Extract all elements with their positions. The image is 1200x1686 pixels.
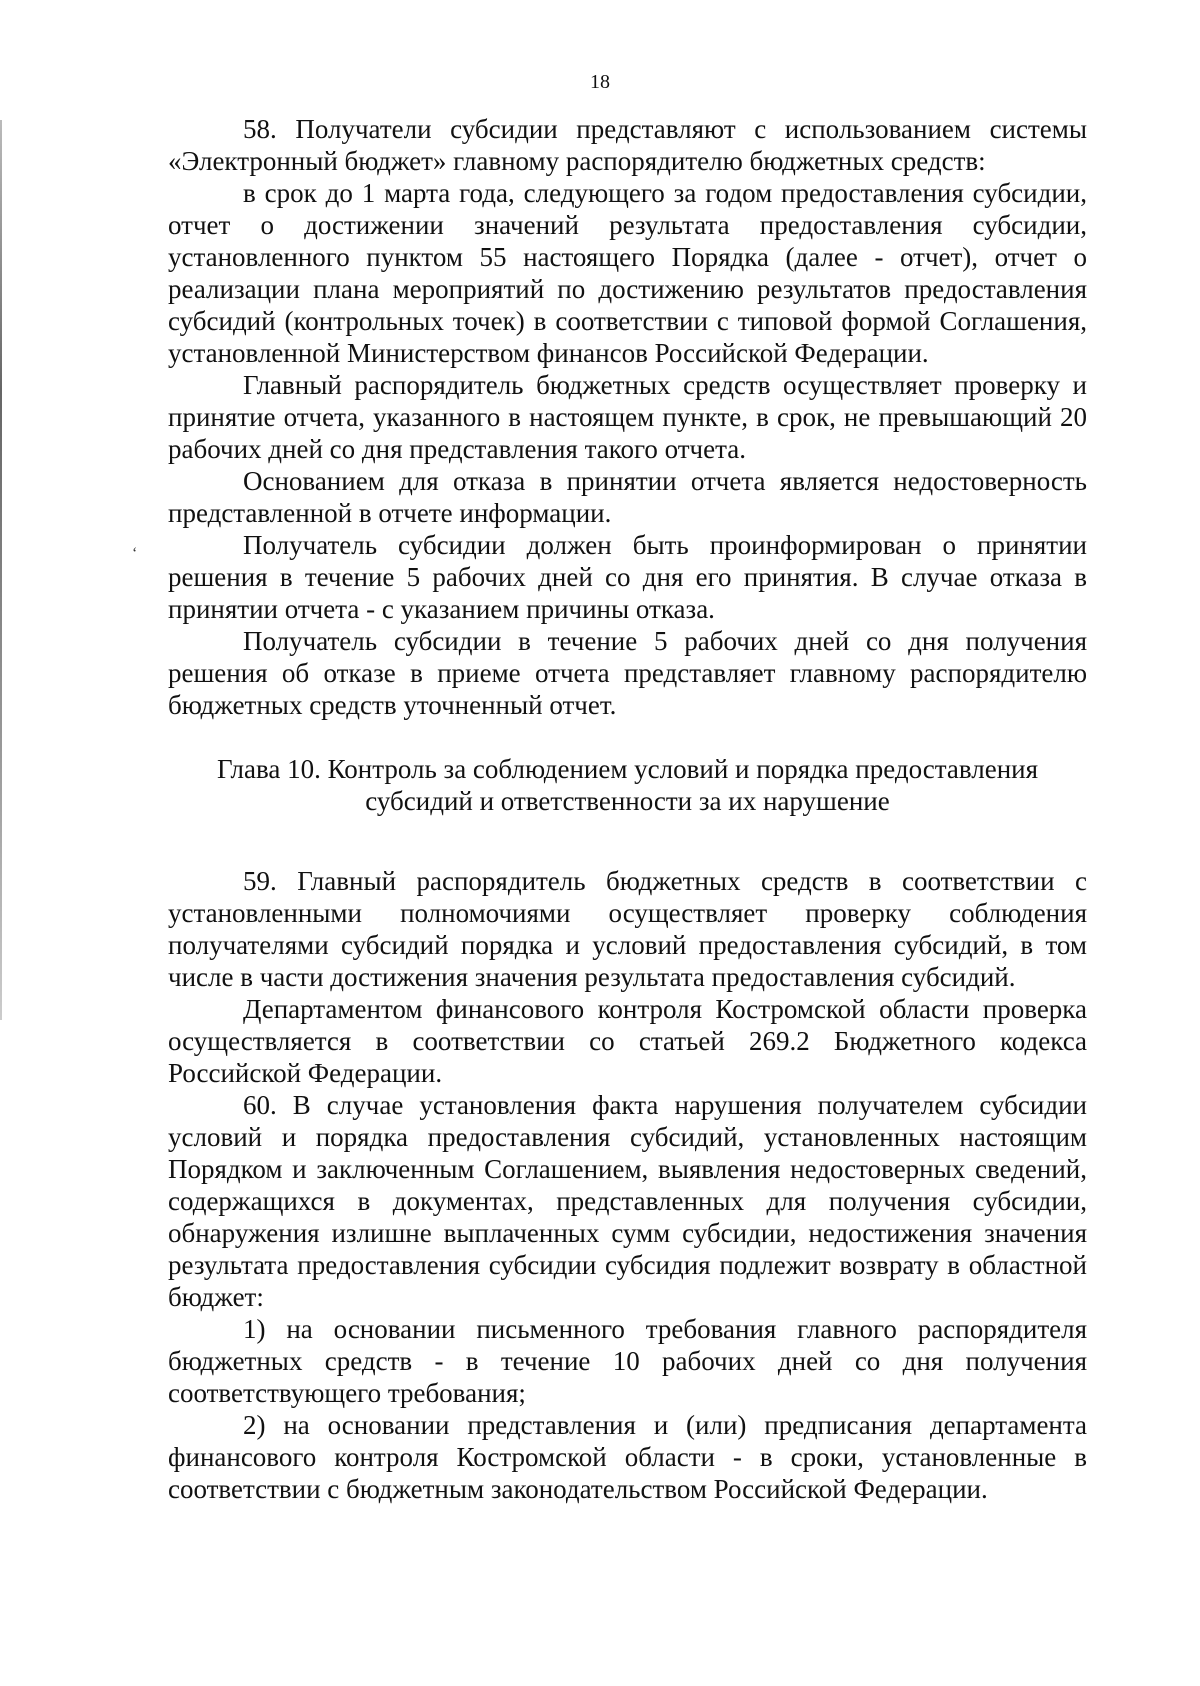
page-number: 18 [590, 71, 610, 93]
document-body [168, 113, 1087, 1505]
paragraph-59-financial-control: Департаментом финансового контроля Костромской области проверка осуществляется в соответствии со статьей 269.2 Бюджетного кодекса Российской Федерации. [168, 994, 1087, 1088]
chapter-title-line-1: Глава 10. Контроль за соблюдением условий и порядка предоставления [216, 754, 1039, 784]
scan-speck: ‘ [132, 545, 138, 562]
paragraph-58-refusal-basis: Основанием для отказа в принятии отчета является недостоверность представленной в отчете информации. [168, 466, 1087, 528]
paragraph-58-review: Главный распорядитель бюджетных средств осуществляет проверку и принятие отчета, указанного в настоящем пункте, в срок, не превышающий 20 рабочих дней со дня представления такого отчета. [168, 370, 1087, 464]
paragraph-60-item-1: 1) на основании письменного требования главного распорядителя бюджетных средств - в течение 10 рабочих дней со дня получения соответствующего требования; [168, 1314, 1087, 1408]
scan-edge-shadow [0, 120, 2, 1020]
paragraph-58-deadline: в срок до 1 марта года, следующего за годом предоставления субсидии, отчет о достижении значений результата предоставления субсидии, установленного пунктом 55 настоящего Порядка (далее - отчет), отчет о реализации плана мероприятий по достижению результатов предоставления субсидий (контрольных точек) в соответствии с типовой формой Соглашения, установленной Министерством финансов Российской Федерации. [168, 178, 1087, 368]
paragraph-60-item-2: 2) на основании представления и (или) предписания департамента финансового контроля Костромской области - в сроки, установленные в соответствии с бюджетным законодательством Российской Федерации. [168, 1410, 1087, 1504]
paragraph-58-corrected-report: Получатель субсидии в течение 5 рабочих дней со дня получения решения об отказе в приеме отчета представляет главному распорядителю бюджетных средств уточненный отчет. [168, 626, 1087, 720]
chapter-title [168, 753, 1087, 817]
paragraph-59: 59. Главный распорядитель бюджетных средств в соответствии с установленными полномочиями осуществляет проверку соблюдения получателями субсидий порядка и условий предоставления субсидий, в том числе в части достижения значения результата предоставления субсидий. [168, 866, 1087, 992]
chapter-title-line-2: субсидий и ответственности за их нарушение [365, 786, 890, 816]
paragraph-60: 60. В случае установления факта нарушения получателем субсидии условий и порядка предоставления субсидий, установленных настоящим Порядком и заключенным Соглашением, выявления недостоверных сведений, содержащихся в документах, представленных для получения субсидии, обнаружения излишне выплаченных сумм субсидии, недостижения значения результата предоставления субсидии субсидия подлежит возврату в областной бюджет: [168, 1090, 1087, 1312]
paragraph-58-notification: Получатель субсидии должен быть проинформирован о принятии решения в течение 5 рабочих дней со дня его принятия. В случае отказа в принятии отчета - с указанием причины отказа. [168, 530, 1087, 624]
paragraph-58: 58. Получатели субсидии представляют с использованием системы «Электронный бюджет» главному распорядителю бюджетных средств: [168, 114, 1087, 176]
